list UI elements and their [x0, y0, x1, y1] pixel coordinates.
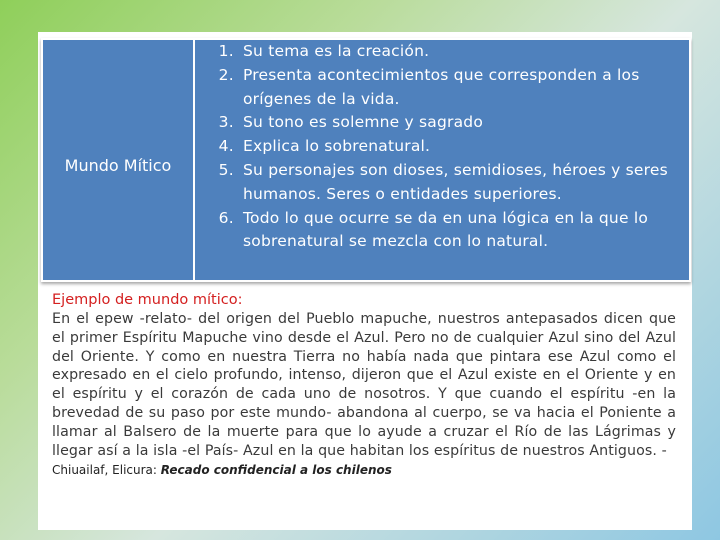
citation	[52, 461, 676, 479]
table-items-cell	[195, 40, 689, 280]
characteristics-list	[205, 40, 677, 254]
list-item: 6. Todo lo que ocurre se da en una lógica en la que lo sobrenatural se mezcla con lo natural.	[239, 207, 677, 255]
list-item: 3. Su tono es solemne y sagrado	[239, 111, 677, 135]
citation-work: Recado confidencial a los chilenos	[160, 463, 392, 478]
list-item: 4. Explica lo sobrenatural.	[239, 135, 677, 159]
example-section	[52, 290, 676, 479]
list-item: 2. Presenta acontecimientos que corresponden a los orígenes de la vida.	[239, 64, 677, 112]
example-body: En el epew -relato- del origen del Pueblo mapuche, nuestros antepasados dicen que el primer Espíritu Mapuche vino desde el Azul. Pero no de cualquier Azul sino del Azul del Oriente. Y como en nuestra Tierra no había nada que pintara ese Azul como el expresado en el cielo profundo, intenso, dijeron que el Azul existe en el Oriente y en el espíritu y el corazón de cada uno de nosotros. Y que cuando el espíritu -en la brevedad de su paso por este mundo- abandona al cuerpo, se va hacia el Poniente a llamar al Balsero de la muerte para que lo ayude a cruzar el Río de las Lágrimas y llegar así a la isla -el País- Azul en la que habitan los espíritus de nuestros Antiguos. -	[52, 311, 676, 459]
table-label: Mundo Mítico	[64, 155, 172, 175]
example-title: Ejemplo de mundo mítico:	[52, 292, 243, 308]
table-label-cell	[43, 40, 195, 280]
list-item: 1. Su tema es la creación.	[239, 40, 677, 64]
list-item: 5. Su personajes son dioses, semidioses, héroes y seres humanos. Seres o entidades superiores.	[239, 159, 677, 207]
citation-author: Chiuailaf, Elicura:	[52, 463, 161, 478]
characteristics-table	[41, 38, 691, 282]
